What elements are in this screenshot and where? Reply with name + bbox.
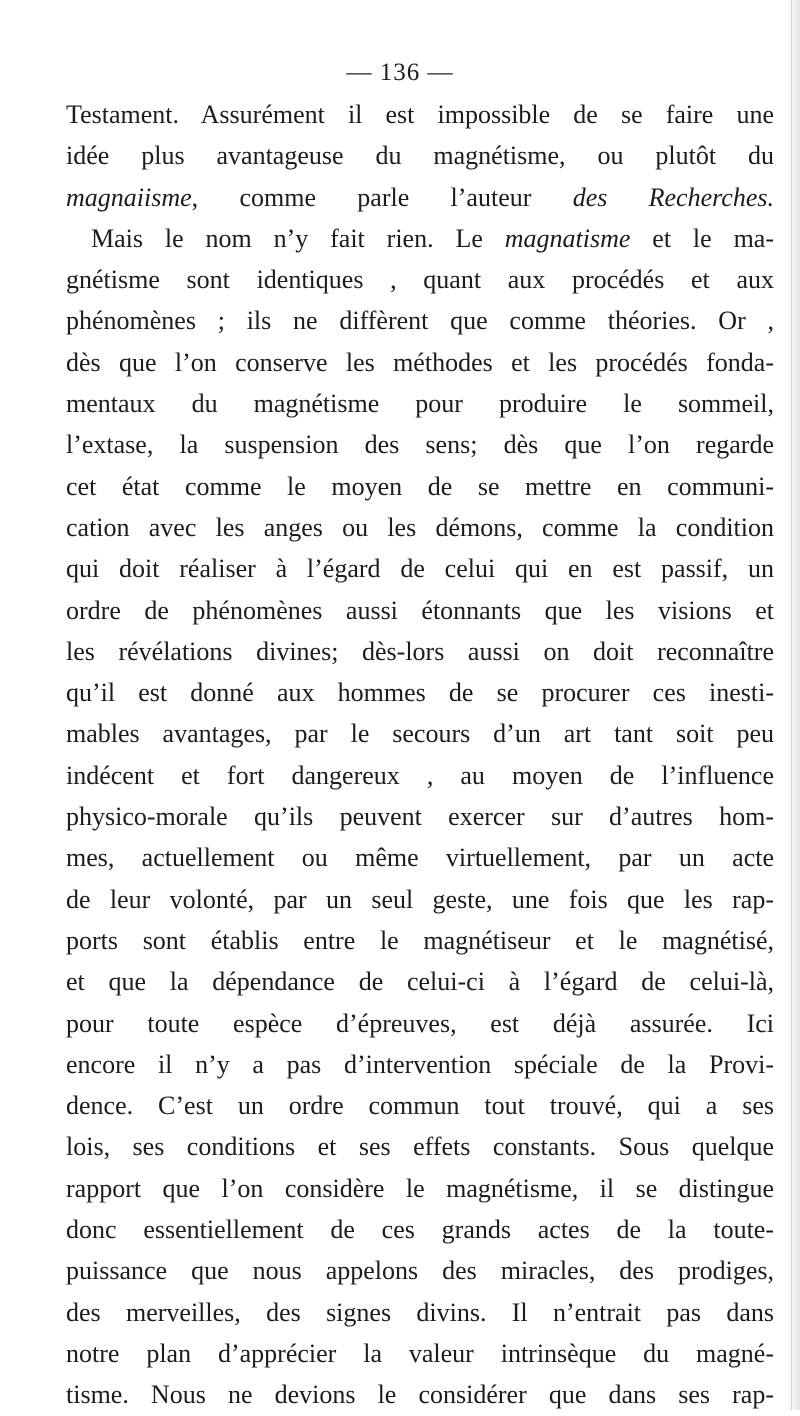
text-line [66, 1292, 774, 1333]
text-line [66, 755, 774, 796]
text-line [66, 1168, 774, 1209]
text-span: indécent et fort dangereux , au moyen de l’influence [66, 760, 774, 790]
text-line [66, 342, 774, 383]
text-span: encore il n’y a pas d’intervention spéciale de la Provi- [66, 1049, 774, 1079]
text-line [66, 1374, 774, 1415]
text-line [66, 837, 774, 878]
text-line [66, 1003, 774, 1044]
text-line [66, 1044, 774, 1085]
text-span: de leur volonté, par un seul geste, une fois que les rap- [66, 884, 774, 914]
text-line [66, 1085, 774, 1126]
text-line [66, 259, 774, 300]
italic-text: magnatisme [504, 223, 631, 253]
text-span: mables avantages, par le secours d’un art tant soit peu [66, 719, 774, 749]
text-line [66, 507, 774, 548]
text-span: qu’il est donné aux hommes de se procurer ces inesti- [66, 678, 774, 708]
text-span: des merveilles, des signes divins. Il n’entrait pas dans [66, 1297, 774, 1327]
text-line [66, 672, 774, 713]
page-number: — 136 — [346, 59, 454, 86]
text-span: dès que l’on conserve les méthodes et les procédés fonda- [66, 347, 774, 377]
page-edge [786, 0, 800, 1410]
text-span: mes, actuellement ou même virtuellement, par un acte [66, 843, 774, 873]
text-span: et le ma- [630, 223, 774, 253]
text-line [66, 631, 774, 672]
text-span: mentaux du magnétisme pour produire le sommeil, [66, 389, 774, 419]
italic-text: magnaiisme [66, 182, 192, 212]
text-line [66, 1126, 774, 1167]
text-span: les révélations divines; dès-lors aussi on doit reconnaître [66, 636, 774, 666]
text-line [66, 466, 774, 507]
text-line [66, 1250, 774, 1291]
text-span: notre plan d’apprécier la valeur intrinsèque du magné- [66, 1338, 774, 1368]
text-span: qui doit réaliser à l’égard de celui qui en est passif, un [66, 554, 774, 584]
text-span: et que la dépendance de celui-ci à l’égard de celui-là, [66, 967, 774, 997]
text-line [66, 590, 774, 631]
text-line [66, 879, 774, 920]
text-line [66, 383, 774, 424]
text-span: cet état comme le moyen de se mettre en communi- [66, 471, 774, 501]
text-line [66, 218, 774, 259]
italic-text: des Recherches. [572, 182, 774, 212]
text-span: cation avec les anges ou les démons, comme la condition [66, 512, 774, 542]
text-line [66, 300, 774, 341]
text-span: ordre de phénomènes aussi étonnants que les visions et [66, 595, 774, 625]
text-line [66, 424, 774, 465]
text-line [66, 1209, 774, 1250]
text-span: puissance que nous appelons des miracles, des prodiges, [66, 1256, 774, 1286]
text-line [66, 1333, 774, 1374]
text-span: phénomènes ; ils ne diffèrent que comme théories. Or , [66, 306, 774, 336]
text-span: donc essentiellement de ces grands actes de la toute- [66, 1215, 774, 1245]
text-span: lois, ses conditions et ses effets constants. Sous quelque [66, 1132, 774, 1162]
text-line [66, 135, 774, 176]
text-span: Mais le nom n’y fait rien. Le [91, 223, 505, 253]
text-line [66, 713, 774, 754]
text-span: physico-morale qu’ils peuvent exercer sur d’autres hom- [66, 802, 774, 832]
text-span: idée plus avantageuse du magnétisme, ou plutôt du [66, 141, 774, 171]
text-line [66, 920, 774, 961]
text-span: ports sont établis entre le magnétiseur et le magnétisé, [66, 925, 774, 955]
text-line [66, 961, 774, 1002]
body-text [66, 94, 774, 1416]
text-line [66, 548, 774, 589]
text-line [66, 177, 774, 218]
text-span: pour toute espèce d’épreuves, est déjà assurée. Ici [66, 1008, 774, 1038]
text-line [66, 94, 774, 135]
text-span: , comme parle l’auteur [191, 182, 573, 212]
text-span: dence. C’est un ordre commun tout trouvé, qui a ses [66, 1091, 774, 1121]
text-span: gnétisme sont identiques , quant aux procédés et aux [66, 265, 774, 295]
text-span: Testament. Assurément il est impossible de se faire une [66, 100, 774, 129]
text-span: l’extase, la suspension des sens; dès que l’on regarde [66, 430, 774, 460]
text-line [66, 796, 774, 837]
text-span: tisme. Nous ne devions le considérer que dans ses rap- [66, 1380, 774, 1410]
text-span: rapport que l’on considère le magnétisme, il se distingue [66, 1173, 774, 1203]
